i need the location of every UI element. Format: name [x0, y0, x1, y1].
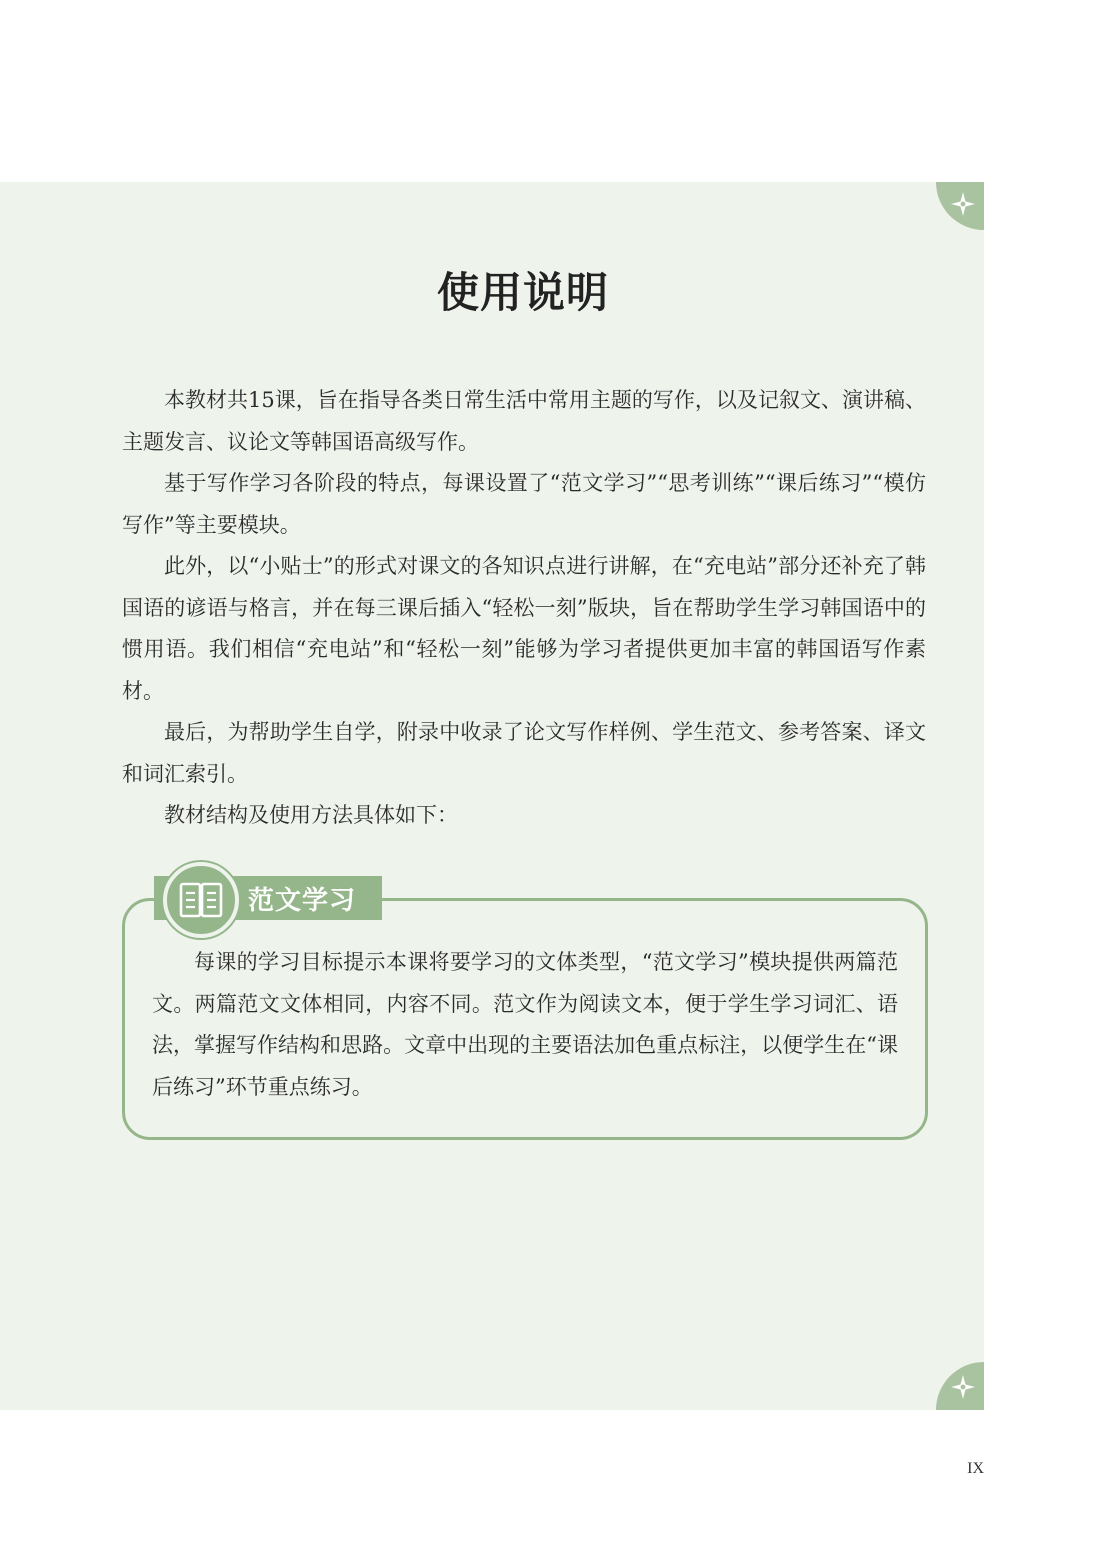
page-panel — [0, 182, 984, 1410]
corner-ornament-top — [936, 182, 984, 230]
intro-paragraph: 最后，为帮助学生自学，附录中收录了论文写作样例、学生范文、参考答案、译文和词汇索引。 — [122, 720, 926, 786]
book-icon — [179, 881, 223, 919]
intro-paragraph: 本教材共15课，旨在指导各类日常生活中常用主题的写作，以及记叙文、演讲稿、主题发言、议论文等韩国语高级写作。 — [122, 388, 926, 454]
flower-ornament-icon — [950, 1374, 976, 1400]
intro-text — [122, 380, 926, 837]
intro-paragraph: 教材结构及使用方法具体如下： — [164, 803, 458, 827]
module-description: 每课的学习目标提示本课将要学习的文体类型，“范文学习”模块提供两篇范文。两篇范文文体相同，内容不同。范文作为阅读文本，便于学生学习词汇、语法，掌握写作结构和思路。文章中出现的主要语法加色重点标注，以便学生在“课后练习”环节重点练习。 — [152, 950, 898, 1099]
page-title: 使用说明 — [436, 268, 609, 317]
flower-ornament-icon — [950, 191, 976, 217]
intro-paragraph: 此外，以“小贴士”的形式对课文的各知识点进行讲解，在“充电站”部分还补充了韩国语的谚语与格言，并在每三课后插入“轻松一刻”版块，旨在帮助学生学习韩国语中的惯用语。我们相信“充电站”和“轻松一刻”能够为学习者提供更加丰富的韩国语写作素材。 — [122, 554, 926, 703]
page-number: IX — [967, 1460, 984, 1477]
module-icon-badge — [163, 862, 239, 938]
intro-paragraph: 基于写作学习各阶段的特点，每课设置了“范文学习”“思考训练”“课后练习”“模仿写作”等主要模块。 — [122, 471, 926, 537]
corner-ornament-bottom — [936, 1362, 984, 1410]
module-title: 范文学习 — [248, 886, 357, 916]
